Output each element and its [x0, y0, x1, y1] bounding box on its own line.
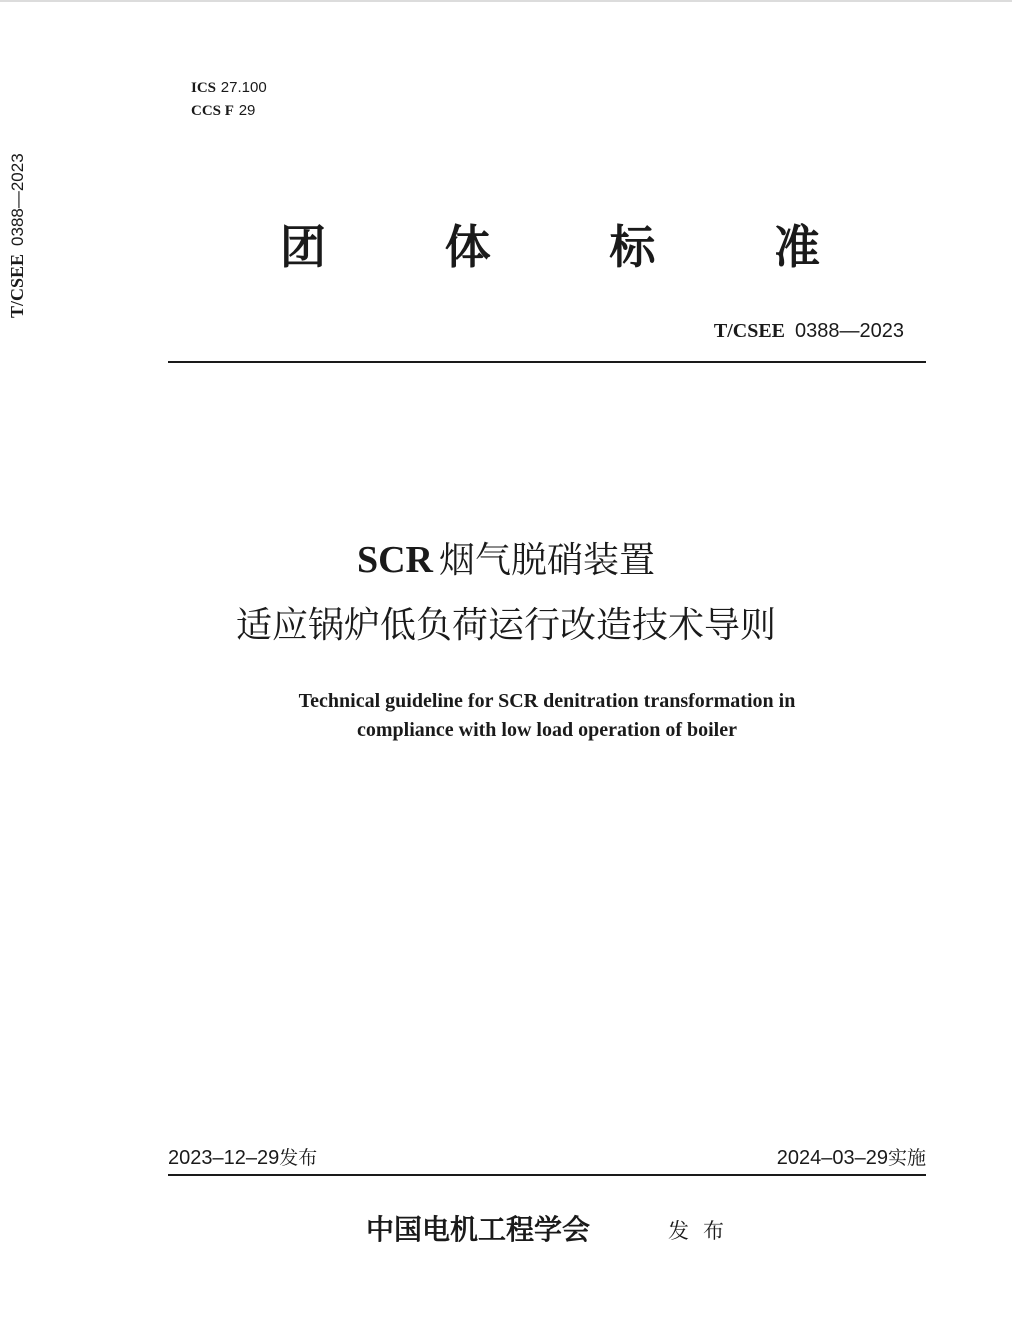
page-top-edge — [0, 0, 1012, 2]
title-cn-line1 — [0, 536, 1012, 585]
title-en-line2: compliance with low load operation of boiler — [357, 719, 737, 741]
issue-date-label: 发布 — [279, 1147, 318, 1169]
standard-number — [714, 317, 904, 344]
implement-date — [777, 1145, 926, 1171]
footer-divider — [168, 1174, 926, 1176]
standard-type-heading — [280, 215, 820, 279]
ccs-label: CCS F — [191, 103, 234, 119]
header-divider — [168, 361, 926, 363]
ccs-classification — [191, 100, 255, 121]
standard-type-char: 体 — [444, 220, 491, 274]
spine-code-number: 0388—2023 — [8, 153, 27, 246]
standard-type-char: 标 — [609, 220, 656, 274]
implement-date-label: 实施 — [887, 1147, 926, 1169]
publisher-name: 中国电机工程学会 — [366, 1213, 591, 1246]
ccs-value: 29 — [238, 102, 256, 119]
issue-date — [168, 1145, 317, 1171]
spine-standard-code — [2, 108, 32, 318]
implement-date-value: 2024–03–29 — [776, 1147, 888, 1169]
standard-number-value: 0388—2023 — [795, 320, 904, 342]
ics-classification — [191, 77, 267, 98]
publisher-action: 发布 — [668, 1219, 738, 1243]
ics-label: ICS — [191, 80, 217, 96]
title-cn-line2: 适应锅炉低负荷运行改造技术导则 — [235, 605, 776, 646]
ics-value: 27.100 — [220, 79, 267, 96]
title-cn-line1-text: 烟气脱硝装置 — [439, 540, 656, 581]
issue-date-value: 2023–12–29 — [168, 1147, 280, 1169]
standard-number-prefix: T/CSEE — [713, 320, 786, 342]
title-cn-prefix: SCR — [356, 539, 433, 581]
title-en-line1: Technical guideline for SCR denitration transformation in — [298, 690, 796, 712]
spine-code-prefix: T/CSEE — [7, 253, 27, 318]
standard-type-char: 团 — [280, 220, 326, 274]
standard-type-char: 准 — [773, 220, 820, 274]
